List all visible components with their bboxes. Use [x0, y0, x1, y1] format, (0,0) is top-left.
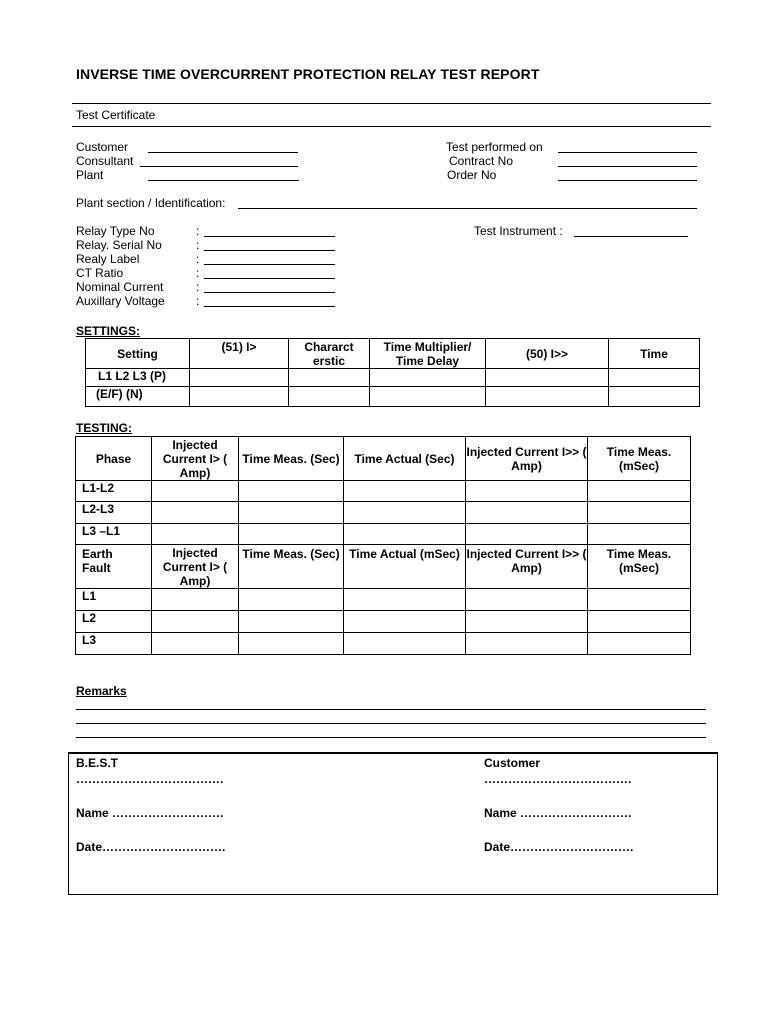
customer-date-line[interactable]: Date…………………………. — [484, 840, 634, 854]
remarks-line[interactable] — [76, 723, 706, 724]
divider-top — [72, 103, 711, 104]
testing-cell[interactable] — [344, 589, 466, 611]
auxiliary-voltage-label: Auxillary Voltage — [76, 294, 165, 308]
test-performed-field[interactable] — [558, 152, 697, 153]
testing-header: Time Meas. (Sec) — [239, 545, 344, 589]
best-date-line[interactable]: Date…………………………. — [76, 840, 226, 854]
contract-no-label: Contract No — [449, 154, 514, 168]
testing-header: Injected Current I>> ( Amp) — [466, 437, 588, 481]
ct-ratio-field[interactable] — [204, 278, 335, 279]
customer-name-line[interactable]: Name ………………………. — [484, 806, 632, 820]
testing-cell[interactable] — [239, 633, 344, 655]
ct-ratio-label: CT Ratio — [76, 266, 124, 280]
testing-header: Time Actual (Sec) — [344, 437, 466, 481]
testing-header: Time Meas. (Sec) — [239, 437, 344, 481]
testing-cell[interactable] — [344, 481, 466, 502]
relay-label-field[interactable] — [204, 264, 335, 265]
relay-serial-field[interactable] — [204, 250, 335, 251]
testing-header: Phase — [76, 437, 152, 481]
remarks-line[interactable] — [76, 737, 706, 738]
testing-cell[interactable] — [344, 502, 466, 524]
customer-field[interactable] — [148, 152, 298, 153]
colon: : — [196, 294, 200, 308]
settings-row-label: (E/F) (N) — [86, 387, 190, 407]
testing-header: Injected Current I> ( Amp) — [152, 545, 239, 589]
nominal-current-field[interactable] — [204, 292, 335, 293]
order-no-label: Order No — [447, 168, 497, 182]
testing-cell[interactable] — [588, 633, 691, 655]
customer-signature-line[interactable]: ………………………………. — [484, 772, 632, 786]
plant-field[interactable] — [148, 180, 299, 181]
settings-cell[interactable] — [609, 369, 700, 387]
settings-heading: SETTINGS: — [76, 324, 141, 338]
testing-row-label: L1-L2 — [76, 481, 152, 502]
testing-cell[interactable] — [466, 524, 588, 545]
settings-cell[interactable] — [486, 387, 609, 407]
consultant-label: Consultant — [76, 154, 134, 168]
settings-cell[interactable] — [190, 387, 289, 407]
testing-cell[interactable] — [152, 633, 239, 655]
testing-cell[interactable] — [588, 589, 691, 611]
settings-cell[interactable] — [609, 387, 700, 407]
testing-header: Time Actual (mSec) — [344, 545, 466, 589]
testing-row-label: L2-L3 — [76, 502, 152, 524]
testing-row-label: L3 — [76, 633, 152, 655]
testing-cell[interactable] — [588, 481, 691, 502]
colon: : — [196, 266, 200, 280]
testing-row-label: L2 — [76, 611, 152, 633]
testing-cell[interactable] — [466, 481, 588, 502]
plant-section-field[interactable] — [238, 208, 697, 209]
settings-cell[interactable] — [289, 387, 370, 407]
settings-cell[interactable] — [289, 369, 370, 387]
testing-header: Injected Current I>> ( Amp) — [466, 545, 588, 589]
order-no-field[interactable] — [558, 180, 697, 181]
consultant-field[interactable] — [140, 166, 298, 167]
test-certificate-label: Test Certificate — [76, 108, 156, 122]
settings-cell[interactable] — [370, 369, 486, 387]
testing-cell[interactable] — [239, 524, 344, 545]
testing-cell[interactable] — [588, 611, 691, 633]
testing-row-label: L1 — [76, 589, 152, 611]
relay-type-field[interactable] — [204, 236, 335, 237]
remarks-line[interactable] — [76, 709, 706, 710]
testing-cell[interactable] — [239, 502, 344, 524]
testing-cell[interactable] — [588, 524, 691, 545]
colon: : — [196, 252, 200, 266]
settings-cell[interactable] — [190, 369, 289, 387]
testing-cell[interactable] — [588, 502, 691, 524]
settings-header: Time — [609, 339, 700, 369]
settings-header: (51) I> — [190, 339, 289, 369]
testing-cell[interactable] — [152, 481, 239, 502]
customer-signature-org: Customer — [484, 756, 541, 770]
plant-section-label: Plant section / Identification: — [76, 196, 226, 210]
testing-row-label: L3 –L1 — [76, 524, 152, 545]
testing-cell[interactable] — [152, 502, 239, 524]
colon: : — [196, 238, 200, 252]
testing-heading: TESTING: — [76, 421, 132, 435]
settings-header: Chararct erstic — [289, 339, 370, 369]
testing-header: Earth Fault — [76, 545, 152, 589]
testing-cell[interactable] — [344, 633, 466, 655]
best-name-line[interactable]: Name ………………………. — [76, 806, 224, 820]
testing-cell[interactable] — [239, 611, 344, 633]
auxiliary-voltage-field[interactable] — [204, 306, 335, 307]
test-performed-label: Test performed on — [446, 140, 543, 154]
customer-label: Customer — [76, 140, 129, 154]
best-signature-line[interactable]: ………………………………. — [76, 772, 224, 786]
relay-type-label: Relay Type No — [76, 224, 155, 238]
relay-label-label: Realy Label — [76, 252, 140, 266]
settings-cell[interactable] — [370, 387, 486, 407]
testing-header: Time Meas. (mSec) — [588, 437, 691, 481]
settings-header: (50) I>> — [486, 339, 609, 369]
settings-header: Time Multiplier/ Time Delay — [370, 339, 486, 369]
testing-cell[interactable] — [152, 589, 239, 611]
testing-cell[interactable] — [152, 524, 239, 545]
settings-table — [85, 338, 700, 407]
colon: : — [196, 280, 200, 294]
test-instrument-label: Test Instrument : — [474, 224, 563, 238]
settings-row-label: L1 L2 L3 (P) — [86, 369, 190, 387]
testing-header: Injected Current I> ( Amp) — [152, 437, 239, 481]
testing-cell[interactable] — [466, 589, 588, 611]
remarks-heading: Remarks — [76, 684, 127, 698]
contract-no-field[interactable] — [558, 166, 697, 167]
testing-cell[interactable] — [152, 611, 239, 633]
testing-cell[interactable] — [239, 589, 344, 611]
testing-cell[interactable] — [466, 633, 588, 655]
report-title: INVERSE TIME OVERCURRENT PROTECTION RELAY TEST REPORT — [76, 66, 540, 82]
relay-serial-label: Relay. Serial No — [76, 238, 162, 252]
nominal-current-label: Nominal Current — [76, 280, 164, 294]
testing-cell[interactable] — [466, 502, 588, 524]
best-signature-org: B.E.S.T — [76, 756, 119, 770]
test-instrument-field[interactable] — [574, 236, 688, 237]
testing-cell[interactable] — [344, 611, 466, 633]
colon: : — [196, 224, 200, 238]
testing-cell[interactable] — [466, 611, 588, 633]
settings-header: Setting — [86, 339, 190, 369]
testing-cell[interactable] — [344, 524, 466, 545]
settings-cell[interactable] — [486, 369, 609, 387]
testing-table — [75, 436, 691, 655]
plant-label: Plant — [76, 168, 104, 182]
testing-cell[interactable] — [239, 481, 344, 502]
testing-header: Time Meas. (mSec) — [588, 545, 691, 589]
divider-certificate — [72, 126, 711, 127]
